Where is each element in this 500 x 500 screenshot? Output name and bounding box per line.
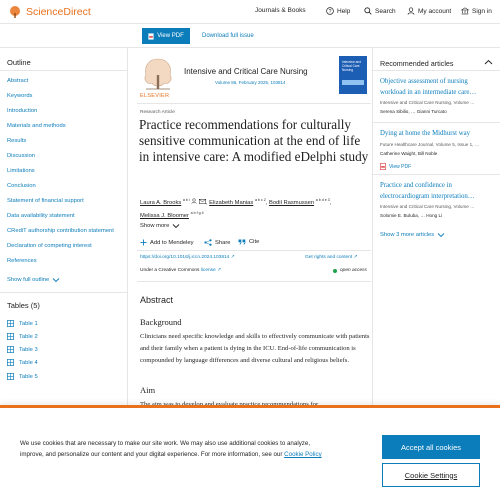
table-icon <box>7 346 14 353</box>
elsevier-wordmark: ELSEVIER <box>140 93 170 99</box>
recommended-article-title[interactable]: Dying at home the Midhurst way <box>380 130 471 137</box>
email-icon[interactable] <box>199 199 206 204</box>
chevron-down-icon <box>52 277 60 283</box>
cover-title: Intensive and Critical Care Nursing <box>342 60 361 72</box>
plus-icon <box>140 239 147 246</box>
table-icon <box>7 373 14 380</box>
chevron-down-icon <box>437 232 445 238</box>
table-link-4[interactable]: Table 4 <box>7 359 38 366</box>
outline-item-financial-support[interactable]: Statement of financial support <box>7 198 84 204</box>
institution-icon <box>461 7 469 15</box>
journal-cover-image[interactable] <box>339 56 367 94</box>
recommended-article-title[interactable]: Practice and confidence in electrocardiogram interpretation… <box>380 182 475 200</box>
journal-title-link[interactable]: Intensive and Critical Care Nursing <box>184 67 308 76</box>
author-affiliation: a b f g 4 <box>190 210 204 215</box>
chevron-down-icon <box>172 223 180 229</box>
recommended-item-divider <box>373 174 500 175</box>
quote-icon <box>238 239 246 245</box>
author-link[interactable]: Melissa J. Bloomer <box>140 212 189 219</box>
tables-divider <box>0 292 128 293</box>
cover-band <box>342 80 364 85</box>
add-to-mendeley-button[interactable]: Add to Mendeley <box>140 239 194 246</box>
outline-item-limitations[interactable]: Limitations <box>7 168 35 174</box>
show-full-outline-button[interactable]: Show full outline <box>7 277 60 283</box>
abstract-heading: Abstract <box>140 295 174 305</box>
journal-volume-link[interactable]: Volume 86, February 2025, 103814 <box>215 80 286 85</box>
abstract-divider <box>137 281 371 282</box>
outline-item-credit[interactable]: CRediT authorship contribution statement <box>7 228 114 234</box>
outline-item-competing-interest[interactable]: Declaration of competing interest <box>7 243 92 249</box>
download-full-issue-link[interactable]: Download full issue <box>202 33 254 39</box>
search-icon <box>364 7 372 15</box>
journals-books-link[interactable]: Journals & Books <box>255 7 306 14</box>
recommended-article-title[interactable]: Objective assessment of nursing workload in an intermediate care… <box>380 78 477 96</box>
get-rights-link[interactable]: Get rights and content ↗ <box>305 255 358 260</box>
cookie-settings-button[interactable]: Cookie Settings <box>382 463 480 487</box>
author-link[interactable]: Elizabeth Manias <box>209 199 254 206</box>
sciencedirect-logo[interactable] <box>8 5 91 19</box>
pdf-icon <box>380 163 386 170</box>
open-access-dot-icon <box>333 269 337 273</box>
outline-item-references[interactable]: References <box>7 258 37 264</box>
table-icon <box>7 333 14 340</box>
recommended-heading: Recommended articles <box>380 59 454 68</box>
cookie-message: We use cookies that are necessary to make our site work. We may also use additional cookies to analyze, improve, and personalize our content and your digital experience. For more information, see our Cookie Policy <box>20 440 322 458</box>
recommended-article-authors: Solomie E. Buluba, … Hong Li <box>380 213 443 218</box>
background-heading: Background <box>140 317 182 327</box>
recommended-article-authors: Serena Sibilio, … Gianni Turcato <box>380 109 447 114</box>
outline-item-results[interactable]: Results <box>7 138 27 144</box>
elsevier-tree-icon <box>8 5 22 19</box>
author-affiliation: a b c 2 <box>254 198 266 202</box>
outline-item-keywords[interactable]: Keywords <box>7 93 33 99</box>
svg-text:?: ? <box>328 8 332 15</box>
outline-item-conclusion[interactable]: Conclusion <box>7 183 36 189</box>
recommended-view-pdf-link[interactable]: View PDF <box>380 163 411 170</box>
table-icon <box>7 320 14 327</box>
user-icon <box>407 7 415 15</box>
open-access-badge: open access <box>333 268 367 273</box>
external-link-icon: ↗ <box>217 268 222 273</box>
table-link-1[interactable]: Table 1 <box>7 320 38 327</box>
doi-divider <box>137 250 371 251</box>
top-navigation-bar <box>0 0 500 24</box>
elsevier-logo[interactable] <box>140 55 176 95</box>
outline-item-introduction[interactable]: Introduction <box>7 108 38 114</box>
recommended-divider <box>373 70 500 71</box>
cite-button[interactable]: Cite <box>238 239 259 245</box>
outline-heading: Outline <box>7 58 31 67</box>
table-link-3[interactable]: Table 3 <box>7 346 38 353</box>
recommended-item-divider <box>373 122 500 123</box>
author-list: Laura A. Brooks $^{a b i}$ , Elizabeth Manias $^{a b c 2}$, Bodil Rasmussen $^{a b d e 3}$, Melissa J. Bloomer $^{a b f g 4}$ <box>140 198 332 219</box>
recommended-article-source: Intensive and Critical Care Nursing, Volume … <box>380 204 475 209</box>
accept-all-cookies-button[interactable]: Accept all cookies <box>382 435 480 459</box>
license-statement: Under a Creative Commons license ↗ <box>140 268 222 273</box>
chevron-up-icon[interactable] <box>484 59 493 66</box>
my-account-link[interactable]: My account <box>407 7 451 15</box>
sign-in-link[interactable]: Sign in <box>461 7 492 15</box>
show-more-button[interactable]: Show more <box>140 223 180 229</box>
author-affiliation: a b d e 3 <box>315 198 330 202</box>
person-icon <box>191 198 197 204</box>
view-pdf-button[interactable]: View PDF <box>142 28 190 44</box>
aim-heading: Aim <box>140 385 156 395</box>
author-affiliation: a b i <box>182 198 190 202</box>
cookie-policy-link[interactable]: Cookie Policy <box>284 451 322 458</box>
outline-divider <box>0 70 128 71</box>
outline-item-discussion[interactable]: Discussion <box>7 153 36 159</box>
license-link[interactable]: license <box>200 268 216 273</box>
recommended-article-source: Intensive and Critical Care Nursing, Volume … <box>380 100 475 105</box>
outline-item-materials[interactable]: Materials and methods <box>7 123 66 129</box>
table-link-5[interactable]: Table 5 <box>7 373 38 380</box>
tables-heading: Tables (5) <box>7 301 40 310</box>
outline-item-data-availability[interactable]: Data availability statement <box>7 213 75 219</box>
doi-link[interactable]: https://doi.org/10.1016/j.iccn.2024.103814 ↗ <box>140 255 235 260</box>
pdf-icon <box>148 33 154 40</box>
background-paragraph: Clinicians need specific knowledge and skills to effectively communicate with patients and their family when a patient is dying in the ICU. End-of-life communication is compounded by language differences and diverse cultural and religious beliefs. <box>140 333 370 364</box>
cookie-banner <box>0 405 500 500</box>
show-more-articles-button[interactable]: Show 3 more articles <box>380 232 445 238</box>
article-toolbar <box>0 24 500 48</box>
outline-item-abstract[interactable]: Abstract <box>7 78 29 84</box>
recommended-article-source: Future Healthcare Journal, Volume 5, Issue 1, … <box>380 142 480 147</box>
logo-text: ScienceDirect <box>26 6 91 18</box>
author-link[interactable]: Bodil Rasmussen <box>268 199 315 206</box>
help-icon <box>326 7 334 15</box>
external-link-icon: ↗ <box>353 255 358 260</box>
article-type: Research Article <box>140 110 175 115</box>
share-button[interactable]: Share <box>204 239 230 246</box>
recommended-article-authors: Catherine Waight, Bill Noble <box>380 151 438 156</box>
author-link[interactable]: Laura A. Brooks <box>140 199 182 206</box>
share-icon <box>204 239 212 246</box>
search-link[interactable]: Search <box>364 7 396 15</box>
table-icon <box>7 359 14 366</box>
journal-header-divider <box>137 103 371 104</box>
table-link-2[interactable]: Table 2 <box>7 333 38 340</box>
article-title: Practice recommendations for culturally sensitive communication at the end of life in intensive care: A modified eDelphi study <box>139 117 369 164</box>
help-link[interactable]: ? Help <box>326 7 350 15</box>
external-link-icon: ↗ <box>230 255 235 260</box>
